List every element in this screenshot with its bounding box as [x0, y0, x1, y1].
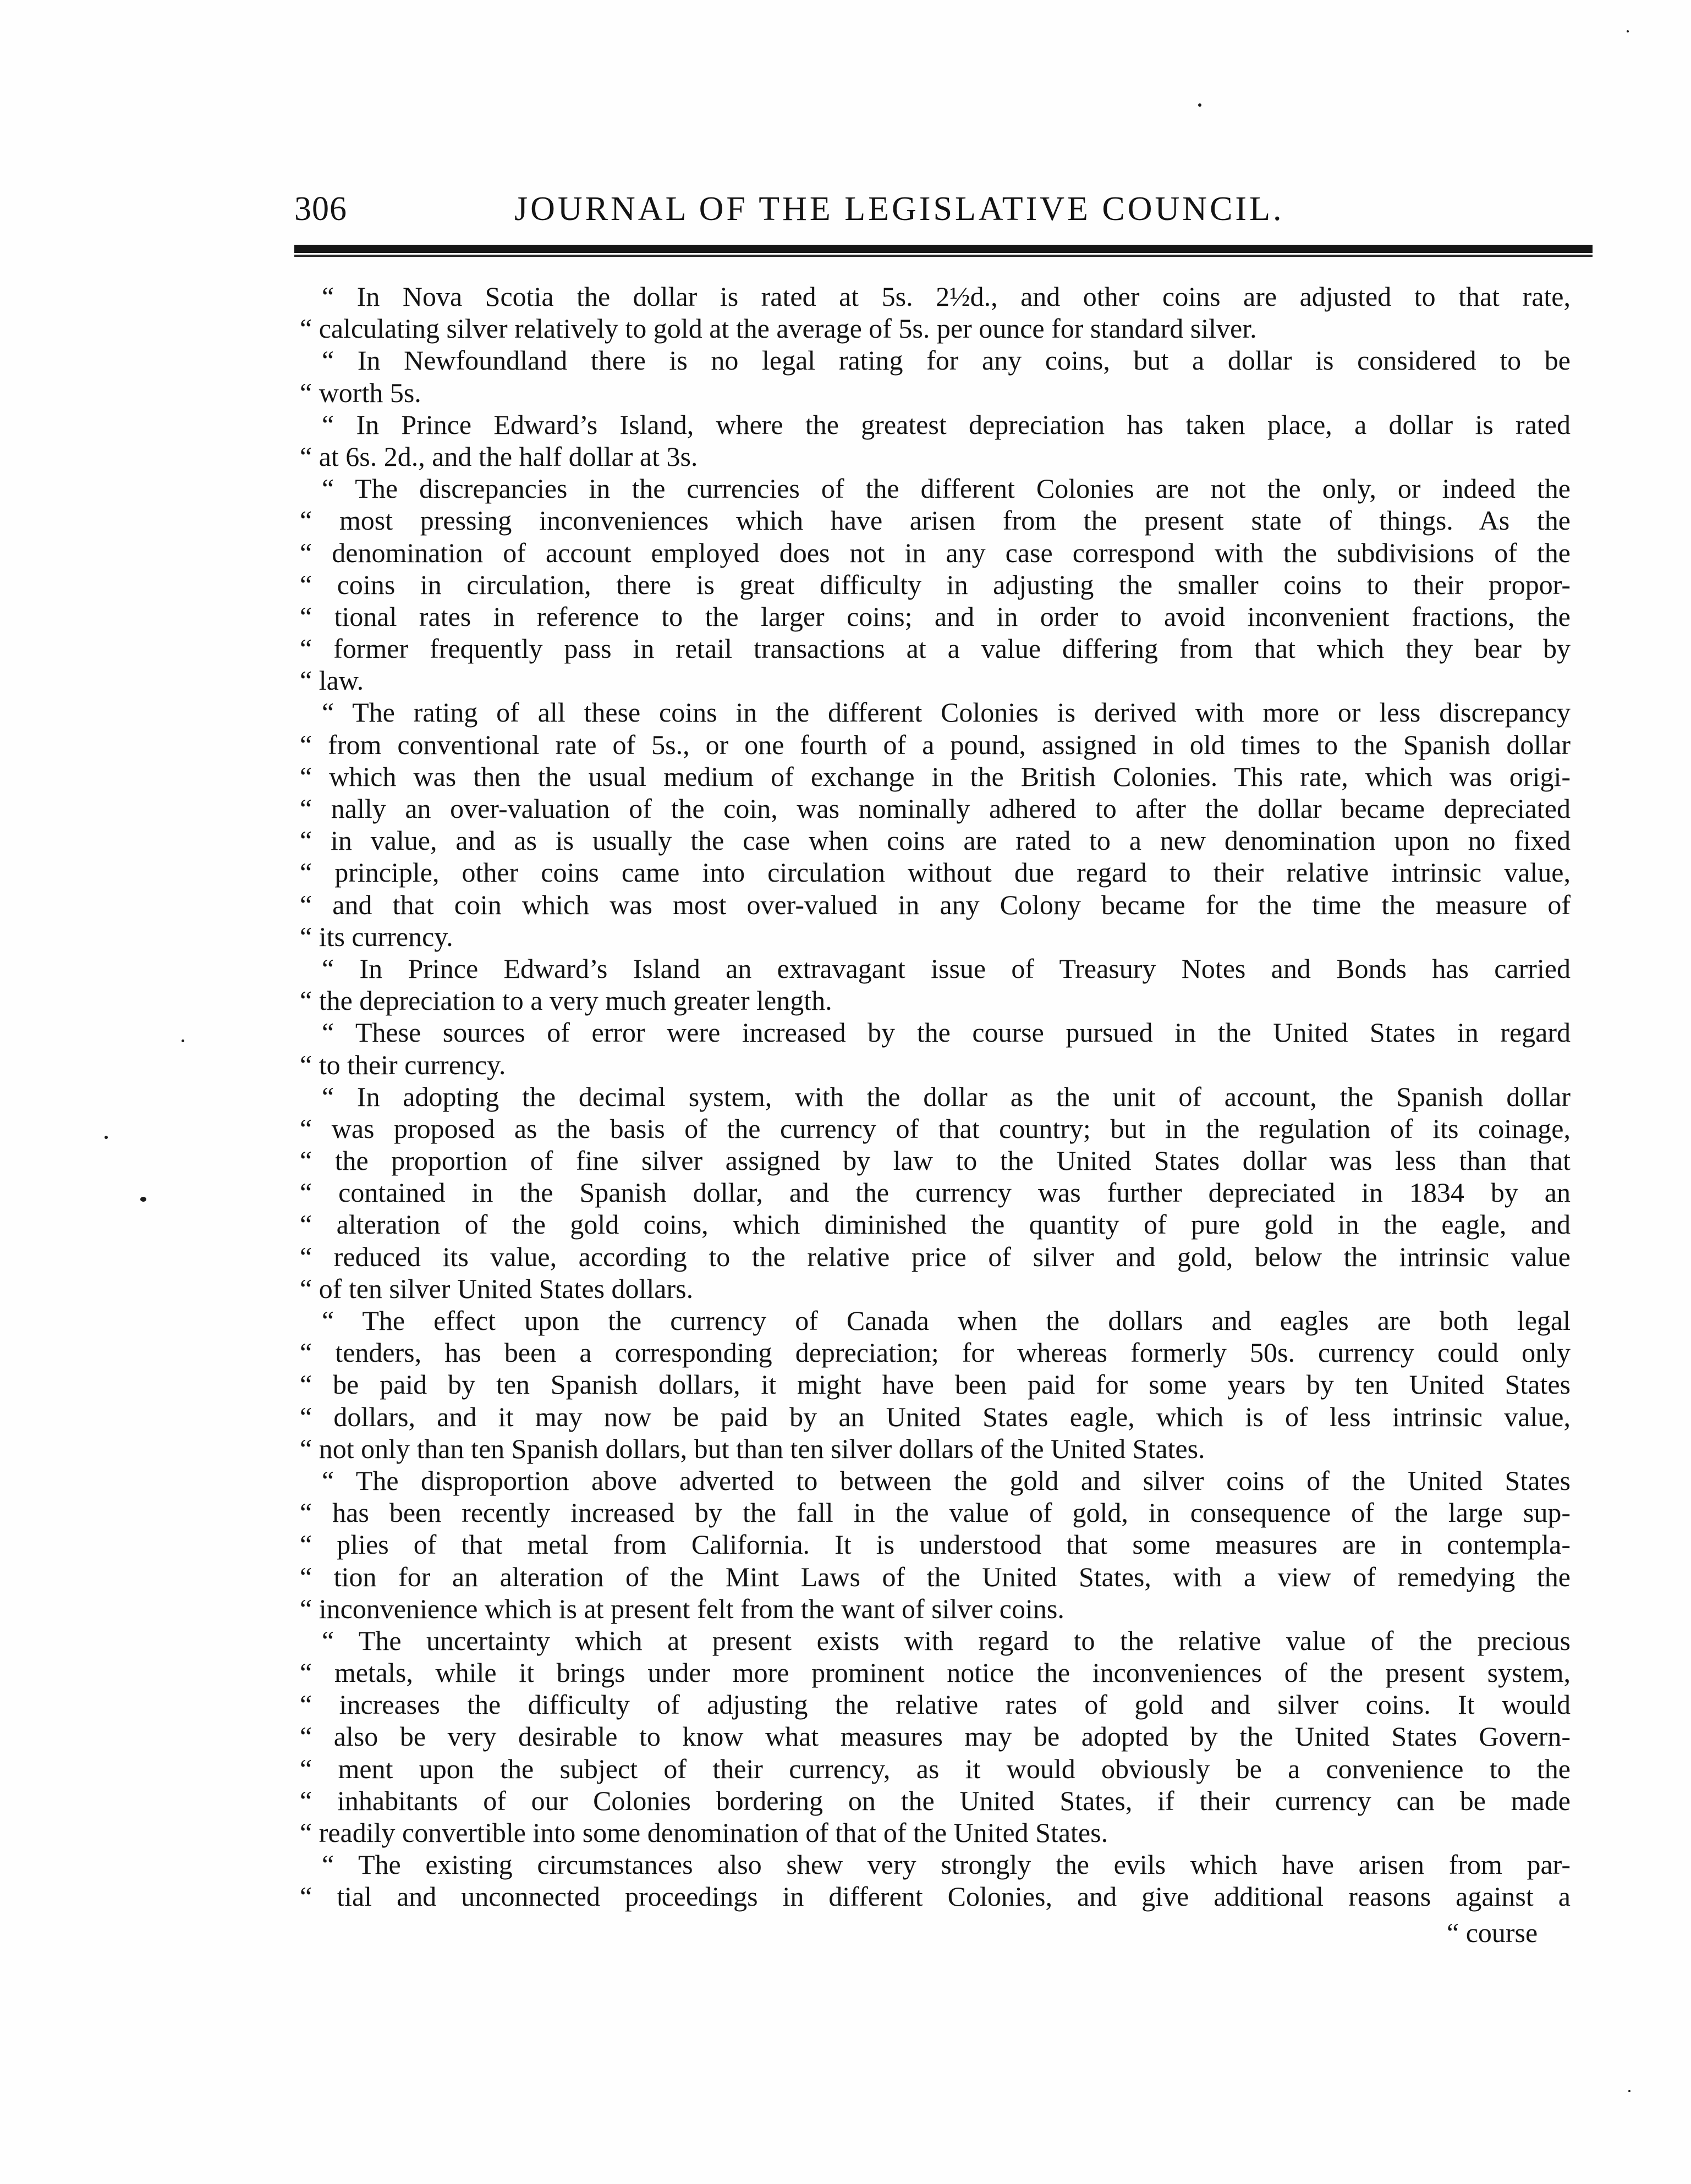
text-line: “ coins in circulation, there is great difficulty in adjusting the smaller coins to their propor- [300, 569, 1571, 600]
text-line: “ The effect upon the currency of Canada when the dollars and eagles are both legal [322, 1305, 1571, 1336]
text-line: “ plies of that metal from California. It is understood that some measures are in contempla- [300, 1529, 1571, 1560]
text-line: “ In Newfoundland there is no legal rating for any coins, but a dollar is considered to be [322, 345, 1571, 376]
margin-speck [182, 1039, 184, 1042]
text-line: “ In Nova Scotia the dollar is rated at 5s. 2½d., and other coins are adjusted to that rate, [322, 281, 1571, 312]
margin-speck [105, 1136, 108, 1139]
margin-speck [1628, 2090, 1630, 2092]
margin-speck [1627, 30, 1629, 32]
text-line: “ the proportion of fine silver assigned by law to the United States dollar was less than that [300, 1145, 1571, 1176]
text-line: “ to their currency. [300, 1049, 506, 1080]
text-line: “ worth 5s. [300, 377, 421, 408]
text-line: “ In Prince Edward’s Island an extravagant issue of Treasury Notes and Bonds has carried [322, 953, 1571, 984]
text-line: “ from conventional rate of 5s., or one fourth of a pound, assigned in old times to the Spanish dollar [300, 729, 1571, 760]
text-line: “ dollars, and it may now be paid by an United States eagle, which is of less intrinsic value, [300, 1401, 1571, 1432]
margin-speck [1198, 103, 1201, 107]
text-line: “ tional rates in reference to the larger coins; and in order to avoid inconvenient fractions, the [300, 601, 1571, 632]
text-line: “ which was then the usual medium of exchange in the British Colonies. This rate, which was origi- [300, 761, 1571, 792]
text-line: “ nally an over-valuation of the coin, was nominally adhered to after the dollar became depreciated [300, 793, 1571, 824]
text-line: “ denomination of account employed does not in any case correspond with the subdivisions of the [300, 537, 1571, 568]
text-line: “ The disproportion above adverted to between the gold and silver coins of the United States [322, 1465, 1571, 1496]
text-line: “ also be very desirable to know what measures may be adopted by the United States Govern- [300, 1721, 1571, 1752]
running-title: JOURNAL OF THE LEGISLATIVE COUNCIL. [514, 190, 1284, 228]
text-line: “ its currency. [300, 921, 453, 952]
text-line: “ of ten silver United States dollars. [300, 1273, 694, 1304]
text-line: “ readily convertible into some denomination of that of the United States. [300, 1817, 1108, 1848]
text-line: “ not only than ten Spanish dollars, but than ten silver dollars of the United States. [300, 1433, 1205, 1464]
text-line: “ reduced its value, according to the relative price of silver and gold, below the intrinsic value [300, 1241, 1571, 1272]
text-line: “ tion for an alteration of the Mint Laws of the United States, with a view of remedying the [300, 1561, 1571, 1592]
text-line: “ The discrepancies in the currencies of the different Colonies are not the only, or indeed the [322, 473, 1571, 504]
text-line: “ alteration of the gold coins, which diminished the quantity of pure gold in the eagle, and [300, 1209, 1571, 1240]
text-line: “ has been recently increased by the fall in the value of gold, in consequence of the large sup- [300, 1497, 1571, 1528]
page-number: 306 [294, 190, 347, 228]
text-line: “ ment upon the subject of their currency, as it would obviously be a convenience to the [300, 1753, 1571, 1784]
text-line: “ was proposed as the basis of the currency of that country; but in the regulation of its coinage, [300, 1113, 1571, 1144]
text-line: “ be paid by ten Spanish dollars, it might have been paid for some years by ten United States [300, 1369, 1571, 1400]
text-line: “ In adopting the decimal system, with the dollar as the unit of account, the Spanish dollar [322, 1081, 1571, 1112]
text-line: “ inhabitants of our Colonies bordering on the United States, if their currency can be made [300, 1785, 1571, 1816]
text-line: “ increases the difficulty of adjusting the relative rates of gold and silver coins. It would [300, 1689, 1571, 1720]
text-line: “ and that coin which was most over-valued in any Colony became for the time the measure of [300, 889, 1571, 920]
text-line: “ in value, and as is usually the case when coins are rated to a new denomination upon no fixed [300, 825, 1571, 856]
page-header [294, 184, 1593, 234]
margin-speck [140, 1197, 146, 1202]
text-line: “ at 6s. 2d., and the half dollar at 3s. [300, 441, 698, 472]
text-line: “ former frequently pass in retail transactions at a value differing from that which they bear by [300, 633, 1571, 664]
text-line: “ In Prince Edward’s Island, where the greatest depreciation has taken place, a dollar is rated [322, 409, 1571, 440]
text-line: “ principle, other coins came into circulation without due regard to their relative intrinsic value, [300, 857, 1571, 888]
text-line: “ The rating of all these coins in the different Colonies is derived with more or less discrepancy [322, 697, 1571, 728]
header-rule-thick [294, 245, 1593, 253]
catchword: “ course [1447, 1917, 1538, 1948]
header-rule-thin [294, 255, 1593, 257]
body-text [300, 280, 1571, 1913]
text-line: “ the depreciation to a very much greater length. [300, 985, 832, 1016]
text-line: “ tenders, has been a corresponding depreciation; for whereas formerly 50s. currency could only [300, 1337, 1571, 1368]
text-line: “ calculating silver relatively to gold at the average of 5s. per ounce for standard silver. [300, 313, 1257, 344]
text-line: “ law. [300, 665, 364, 696]
text-line: “ contained in the Spanish dollar, and the currency was further depreciated in 1834 by an [300, 1177, 1571, 1208]
text-line: “ metals, while it brings under more prominent notice the inconveniences of the present system, [300, 1657, 1571, 1688]
text-line: “ inconvenience which is at present felt from the want of silver coins. [300, 1593, 1064, 1624]
text-line: “ The uncertainty which at present exists with regard to the relative value of the precious [322, 1625, 1571, 1656]
text-line: “ tial and unconnected proceedings in different Colonies, and give additional reasons against a [300, 1881, 1571, 1912]
text-line: “ The existing circumstances also shew very strongly the evils which have arisen from par- [322, 1849, 1571, 1880]
text-line: “ most pressing inconveniences which have arisen from the present state of things. As the [300, 505, 1571, 536]
text-line: “ These sources of error were increased by the course pursued in the United States in regard [322, 1017, 1571, 1048]
